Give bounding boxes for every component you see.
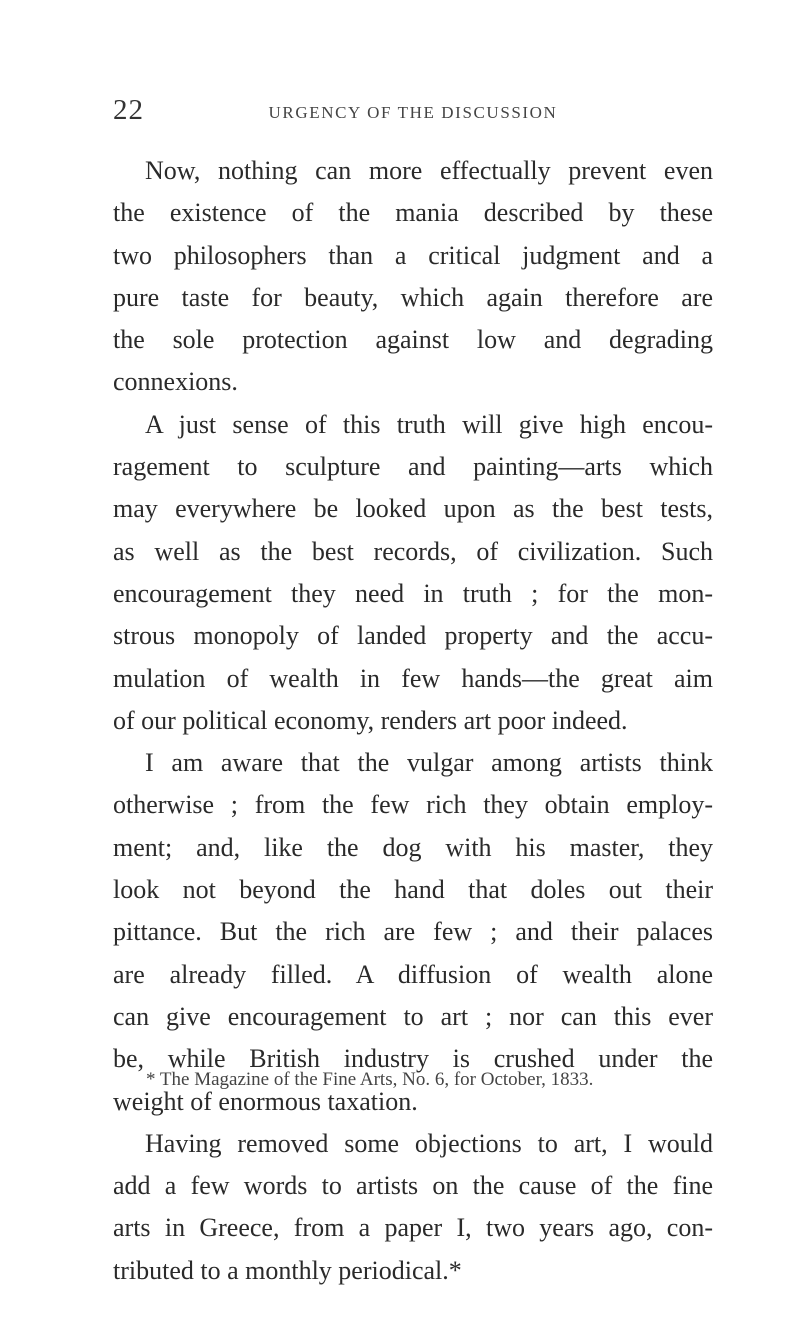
text-line: ment; and, like the dog with his master, they [113,832,713,862]
text-line: add a few words to artists on the cause of the fine [113,1171,713,1201]
text-line: mulation of wealth in few hands—the great aim [113,663,713,693]
text-line: pittance. But the rich are few ; and their palaces [113,917,713,947]
text-line: are already filled. A diffusion of wealth alone [113,959,713,989]
text-line: arts in Greece, from a paper I, two years ago, con- [113,1213,713,1243]
text-line: A just sense of this truth will give high encou- [145,409,713,439]
text-line: encouragement they need in truth ; for the mon- [113,578,713,608]
text-line: otherwise ; from the few rich they obtain employ- [113,790,713,820]
text-line: look not beyond the hand that doles out their [113,875,713,905]
text-line: connexions. [113,367,238,397]
footnote: * The Magazine of the Fine Arts, No. 6, for October, 1833. [146,1069,594,1090]
body-text [113,150,713,1292]
text-line: Having removed some objections to art, I would [145,1128,713,1158]
text-line: two philosophers than a critical judgment and a [113,240,713,270]
text-line: the sole protection against low and degrading [113,325,713,355]
page-number: 22 [113,94,144,126]
page-header [113,90,713,130]
paragraph [113,404,713,742]
text-line: strous monopoly of landed property and the accu- [113,621,713,651]
text-line: be, while British industry is crushed under the [113,1044,713,1074]
paragraph [113,150,713,404]
text-line: I am aware that the vulgar among artists think [145,748,713,778]
text-line: the existence of the mania described by these [113,198,713,228]
text-line: may everywhere be looked upon as the best tests, [113,494,713,524]
text-line: pure taste for beauty, which again therefore are [113,282,713,312]
text-line: Now, nothing can more effectually prevent even [145,156,713,185]
text-line: can give encouragement to art ; nor can this ever [113,1001,713,1031]
text-line: as well as the best records, of civilization. Such [113,536,713,566]
text-line: tributed to a monthly periodical.* [113,1255,462,1285]
text-line: of our political economy, renders art poor indeed. [113,705,628,735]
paragraph [113,1123,713,1292]
text-line: weight of enormous taxation. [113,1086,418,1116]
text-line: ragement to sculpture and painting—arts which [113,452,713,482]
running-head: URGENCY OF THE DISCUSSION [268,103,558,122]
